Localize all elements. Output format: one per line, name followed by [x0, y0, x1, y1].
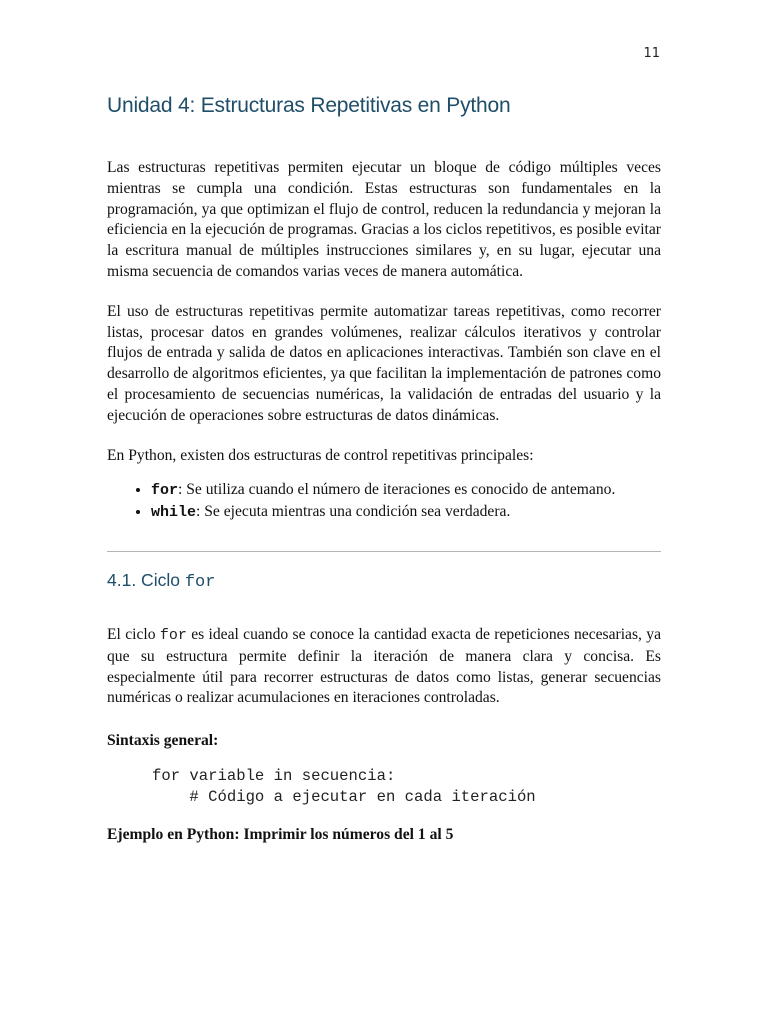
syntax-code-block: for variable in secuencia: # Código a ejecutar en cada iteración	[152, 766, 536, 806]
example-label: Ejemplo en Python: Imprimir los números del 1 al 5	[107, 825, 454, 843]
list-item-for	[151, 480, 661, 502]
list-item-while	[151, 502, 661, 524]
section-heading	[107, 568, 661, 595]
while-keyword: while	[151, 504, 197, 522]
paragraph-structures-lead: En Python, existen dos estructuras de control repetitivas principales:	[107, 446, 534, 464]
while-description: : Se ejecuta mientras una condición sea verdadera.	[196, 503, 511, 521]
for-intro-start: El ciclo	[107, 625, 160, 643]
unit-title: Unidad 4: Estructuras Repetitivas en Python	[107, 94, 511, 117]
structures-list	[107, 480, 661, 524]
section-heading-text: 4.1. Ciclo	[107, 569, 185, 590]
page-number: 11	[643, 46, 660, 61]
for-inline-code: for	[159, 626, 187, 644]
page-content	[107, 92, 661, 860]
section-heading-code: for	[184, 572, 216, 592]
for-description: : Se utiliza cuando el número de iteraciones es conocido de antemano.	[178, 481, 616, 499]
for-keyword: for	[151, 482, 179, 500]
paragraph-for-intro	[107, 625, 661, 709]
section-divider	[107, 551, 661, 552]
paragraph-uses: El uso de estructuras repetitivas permite automatizar tareas repetitivas, como recorrer listas, procesar datos en grandes volúmenes, realizar cálculos iterativos y controlar flujos de entrada y salida de datos en aplicaciones interactivas. También son clave en el desarrollo de algoritmos eficientes, ya que facilitan la implementación de patrones como el procesamiento de secuencias numéricas, la validación de entradas del usuario y la ejecución de operaciones sobre estructuras de datos dinámicas.	[107, 302, 661, 424]
for-intro-rest: es ideal cuando se conoce la cantidad exacta de repeticiones necesarias, ya que su estructura permite definir la iteración de manera clara y concisa. Es especialmente útil para recorrer estructuras de datos como listas, generar secuencias numéricas o realizar acumulaciones en iteraciones controladas.	[107, 625, 661, 707]
paragraph-intro: Las estructuras repetitivas permiten ejecutar un bloque de código múltiples veces mientras se cumpla una condición. Estas estructuras son fundamentales en la programación, ya que optimizan el flujo de control, reducen la redundancia y mejoran la eficiencia en la ejecución de programas. Gracias a los ciclos repetitivos, es posible evitar la escritura manual de múltiples instrucciones similares y, en su lugar, ejecutar una misma secuencia de comandos varias veces de manera automática.	[107, 159, 661, 280]
syntax-label: Sintaxis general:	[107, 732, 219, 750]
